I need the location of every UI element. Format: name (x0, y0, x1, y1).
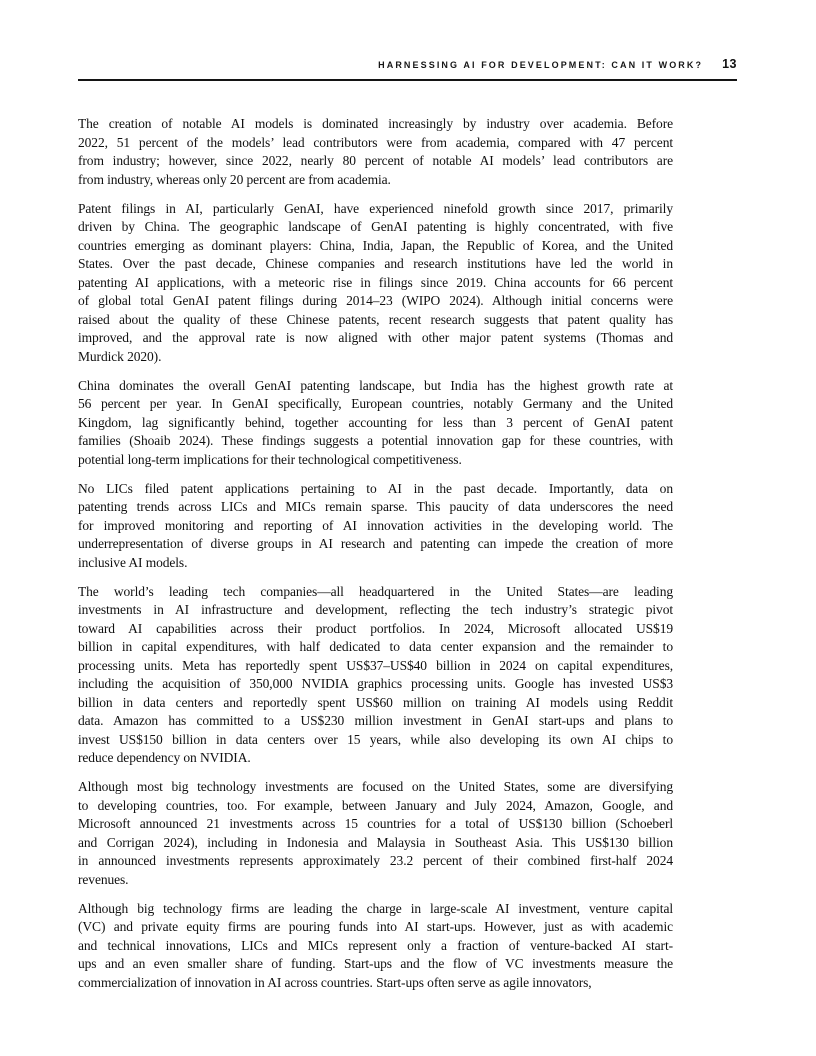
text-line: No LICs filed patent applications pertaining to AI in the past decade. Importantly, data on (78, 480, 673, 496)
text-line: including the acquisition of 350,000 NVIDIA graphics processing units. Google has invested US$3 (78, 676, 673, 691)
text-line: ups and an even smaller share of funding. Start-ups and the flow of VC investments measure the (78, 956, 673, 971)
text-line: processing units. Meta has reportedly spent US$37–US$40 billion in 2024 on capital expenditures, (78, 657, 673, 673)
text-line: (VC) and private equity firms are pouring funds into AI start-ups. However, just as with academic (78, 919, 673, 934)
text-line: 56 percent per year. In GenAI specifically, European countries, notably Germany and the United (78, 396, 673, 411)
text-line: billion in data centers and reportedly spent US$60 million on training AI models using Reddit (78, 694, 673, 710)
text-line: for improved monitoring and reporting of AI innovation activities in the developing world. The (78, 517, 673, 533)
text-line: inclusive AI models. (78, 554, 188, 570)
text-line: patenting trends across LICs and MICs remain sparse. This paucity of data underscores the need (78, 499, 673, 514)
text-line: raised about the quality of these Chinese patents, recent research suggests that patent quality has (78, 311, 673, 327)
running-head (78, 57, 737, 81)
page-body (78, 115, 673, 1003)
paragraph (78, 377, 673, 470)
paragraph (78, 115, 673, 189)
text-line: revenues. (78, 871, 129, 887)
text-line: and Corrigan 2024), including in Indonesia and Malaysia in Southeast Asia. This US$130 billion (78, 834, 673, 850)
text-line: invest US$150 billion in data centers over 15 years, while also developing its own AI chips to (78, 731, 673, 747)
text-line: billion in capital expenditures, with half dedicated to data center expansion and the remainder to (78, 639, 673, 654)
text-line: in announced investments represents approximately 23.2 percent of their combined first-half 2024 (78, 853, 673, 868)
text-line: Microsoft announced 21 investments across 15 countries for a total of US$130 billion (Schoeberl (78, 816, 673, 831)
text-line: and technical innovations, LICs and MICs represent only a fraction of venture-backed AI start- (78, 937, 673, 953)
text-line: from industry, whereas only 20 percent are from academia. (78, 171, 391, 187)
text-line: reduce dependency on NVIDIA. (78, 750, 251, 765)
text-line: data. Amazon has committed to a US$230 million investment in GenAI start-ups and plans to (78, 713, 673, 728)
text-line: The world’s leading tech companies—all headquartered in the United States—are leading (78, 583, 673, 599)
paragraph (78, 778, 673, 889)
text-line: families (Shoaib 2024). These findings suggests a potential innovation gap for these countries, with (78, 433, 673, 448)
text-line: to developing countries, too. For example, between January and July 2024, Amazon, Google, and (78, 797, 673, 813)
paragraph (78, 480, 673, 573)
text-line: Kingdom, lag significantly behind, together accounting for less than 3 percent of GenAI patent (78, 414, 673, 430)
text-line: investments in AI infrastructure and development, reflecting the tech industry’s strategic pivot (78, 602, 673, 617)
text-line: Patent filings in AI, particularly GenAI, have experienced ninefold growth since 2017, primarily (78, 200, 673, 216)
running-title: HARNESSING AI FOR DEVELOPMENT: CAN IT WORK? (378, 60, 704, 70)
text-line: countries emerging as dominant players: China, India, Japan, the Republic of Korea, and the United (78, 237, 673, 253)
text-line: potential long-term implications for their technological competitiveness. (78, 451, 462, 467)
text-line: Murdick 2020). (78, 348, 162, 364)
paragraph (78, 583, 673, 768)
text-line: States. Over the past decade, Chinese companies and research institutions have led the world in (78, 256, 673, 271)
text-line: The creation of notable AI models is dominated increasingly by industry over academia. Before (78, 116, 673, 131)
page-number: 13 (722, 57, 737, 71)
text-line: 2022, 51 percent of the models’ lead contributors were from academia, compared with 47 percent (78, 134, 673, 150)
text-line: of global total GenAI patent filings during 2014–23 (WIPO 2024). Although initial concerns were (78, 293, 673, 308)
paragraph (78, 900, 673, 993)
text-line: Although most big technology investments are focused on the United States, some are diversifying (78, 779, 673, 794)
text-line: patenting AI applications, with a meteoric rise in filings since 2019. China accounts for 66 percent (78, 274, 673, 290)
text-line: Although big technology firms are leading the charge in large-scale AI investment, venture capital (78, 900, 673, 916)
text-line: commercialization of innovation in AI across countries. Start-ups often serve as agile innovators, (78, 974, 592, 990)
text-line: underrepresentation of diverse groups in AI research and patenting can impede the creation of more (78, 536, 673, 551)
paragraph (78, 200, 673, 367)
text-line: improved, and the approval rate is now aligned with other major patent systems (Thomas and (78, 330, 673, 345)
text-line: from industry; however, since 2022, nearly 80 percent of notable AI models’ lead contributors are (78, 153, 673, 168)
text-line: driven by China. The geographic landscape of GenAI patenting is highly concentrated, with five (78, 219, 673, 234)
text-line: China dominates the overall GenAI patenting landscape, but India has the highest growth rate at (78, 377, 673, 393)
text-line: toward AI capabilities across their product portfolios. In 2024, Microsoft allocated US$19 (78, 620, 673, 636)
